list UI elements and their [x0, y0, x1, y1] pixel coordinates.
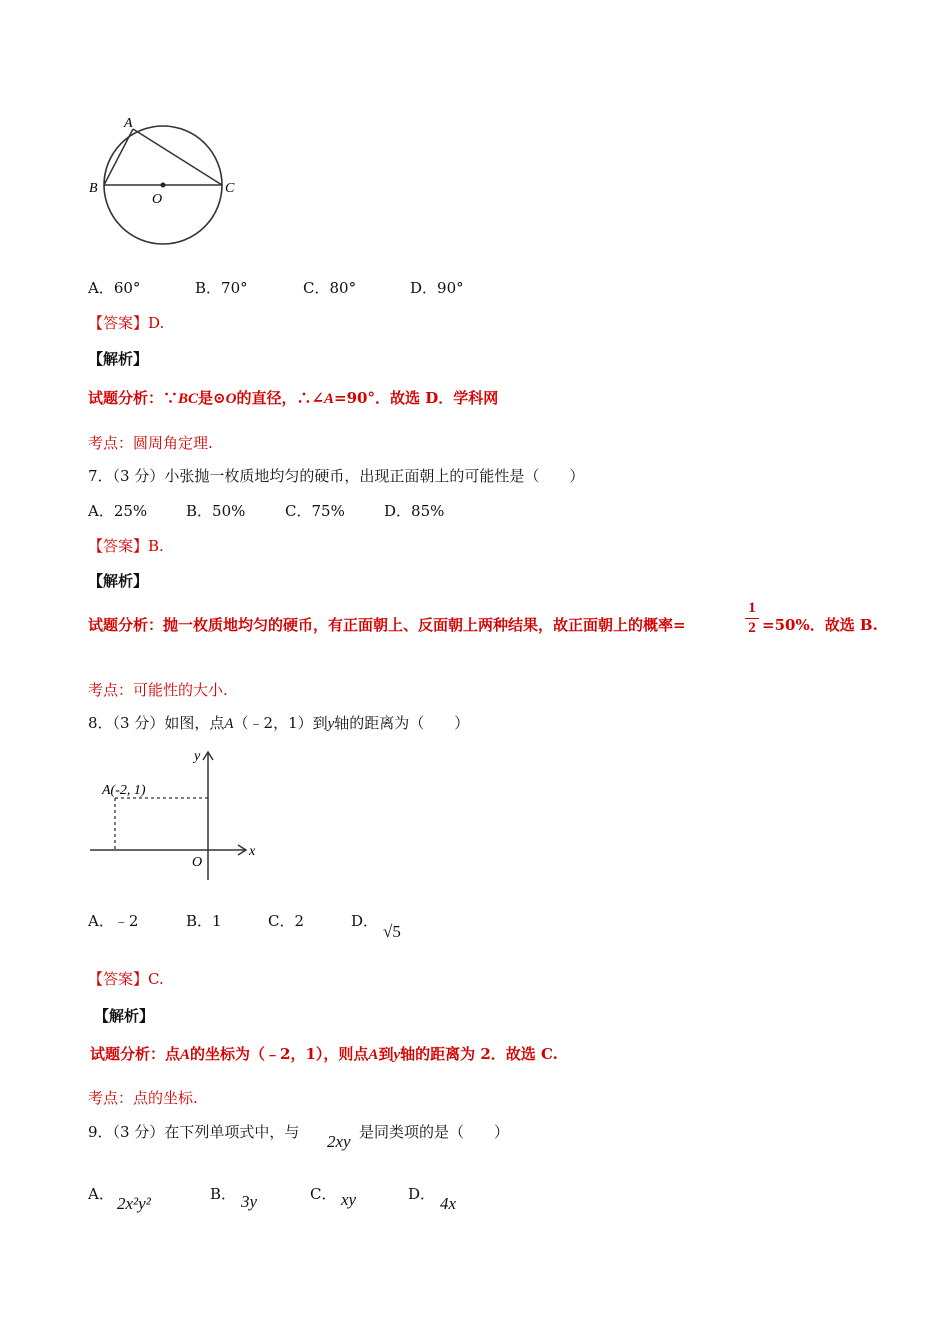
q9-option-d-value: 4x — [440, 1194, 457, 1213]
q8-answer: 【答案】C. — [88, 970, 164, 988]
q9-option-b-label: B． — [210, 1185, 237, 1203]
label-y: y — [194, 749, 201, 764]
q8-jiexi: 【解析】 — [94, 1007, 155, 1025]
q7-frac-bar — [745, 618, 759, 619]
q9-option-b-value: 3y — [241, 1192, 258, 1211]
q7-option-d: D．85% — [384, 502, 445, 520]
q6-option-b: B．70° — [195, 279, 248, 297]
circle-figure — [85, 110, 255, 255]
q6-option-a: A．60° — [88, 279, 141, 297]
q7-analysis: 试题分析：抛一枚质地均匀的硬币，有正面朝上、反面朝上两种结果，故正面朝上的概率= — [88, 616, 686, 634]
q6-analysis: 试题分析：∵BC是⊙O的直径，∴∠A=90°．故选 D．学科网 — [88, 389, 499, 407]
q9-option-c-label: C． — [310, 1185, 337, 1203]
q7-frac-num: 1 — [748, 600, 756, 616]
q7-option-a: A．25% — [88, 502, 148, 520]
q9-option-a-value: 2x²y² — [117, 1194, 151, 1213]
label-x: x — [249, 844, 256, 859]
q6-answer: 【答案】D. — [88, 314, 165, 332]
q6-option-c: C．80° — [303, 279, 357, 297]
q9-stem-end: 是同类项的是（ ） — [359, 1123, 510, 1141]
q9-option-c-value: xy — [341, 1190, 357, 1209]
label-o: O — [152, 192, 163, 207]
label-c: C — [225, 181, 235, 196]
q8-option-d-label: D． — [351, 912, 379, 930]
chord-ac — [133, 129, 222, 185]
label-b: B — [89, 181, 98, 196]
q7-kaodian: 考点：可能性的大小. — [88, 681, 228, 699]
q6-jiexi: 【解析】 — [88, 350, 149, 368]
q6-kaodian: 考点：圆周角定理. — [88, 434, 213, 452]
q7-stem: 7．（3 分）小张抛一枚质地均匀的硬币，出现正面朝上的可能性是（ ） — [88, 467, 585, 485]
chord-ab — [104, 129, 133, 185]
label-a: A — [124, 116, 133, 131]
q7-option-b: B．50% — [186, 502, 246, 520]
q8-stem: 8．（3 分）如图，点A（﹣2，1）到y轴的距离为（ ） — [88, 714, 470, 732]
q8-option-a: A．﹣2 — [88, 912, 139, 930]
q9-option-a-label: A． — [88, 1185, 114, 1203]
q7-option-c: C．75% — [285, 502, 345, 520]
center-point — [161, 183, 166, 188]
q8-option-b: B．1 — [186, 912, 222, 930]
q8-kaodian: 考点：点的坐标. — [88, 1089, 198, 1107]
q8-analysis: 试题分析：点A的坐标为（﹣2，1），则点A到y轴的距离为 2．故选 C. — [90, 1045, 558, 1063]
q7-answer: 【答案】B. — [88, 537, 164, 555]
coordinate-figure — [88, 742, 268, 887]
label-origin: O — [192, 855, 203, 870]
q9-stem-expr: 2xy — [327, 1132, 351, 1151]
q9-stem-prefix: 9．（3 分）在下列单项式中，与 — [88, 1123, 300, 1141]
q7-jiexi: 【解析】 — [88, 572, 149, 590]
q7-frac-den: 2 — [748, 620, 756, 636]
q8-option-d-value: √5 — [383, 922, 401, 941]
q9-option-d-label: D． — [408, 1185, 436, 1203]
q8-option-c: C．2 — [268, 912, 305, 930]
q7-fraction — [745, 600, 759, 637]
label-point-a: A(-2, 1) — [102, 783, 146, 798]
q6-option-d: D．90° — [410, 279, 464, 297]
q7-analysis-end: =50%．故选 B. — [762, 616, 878, 634]
